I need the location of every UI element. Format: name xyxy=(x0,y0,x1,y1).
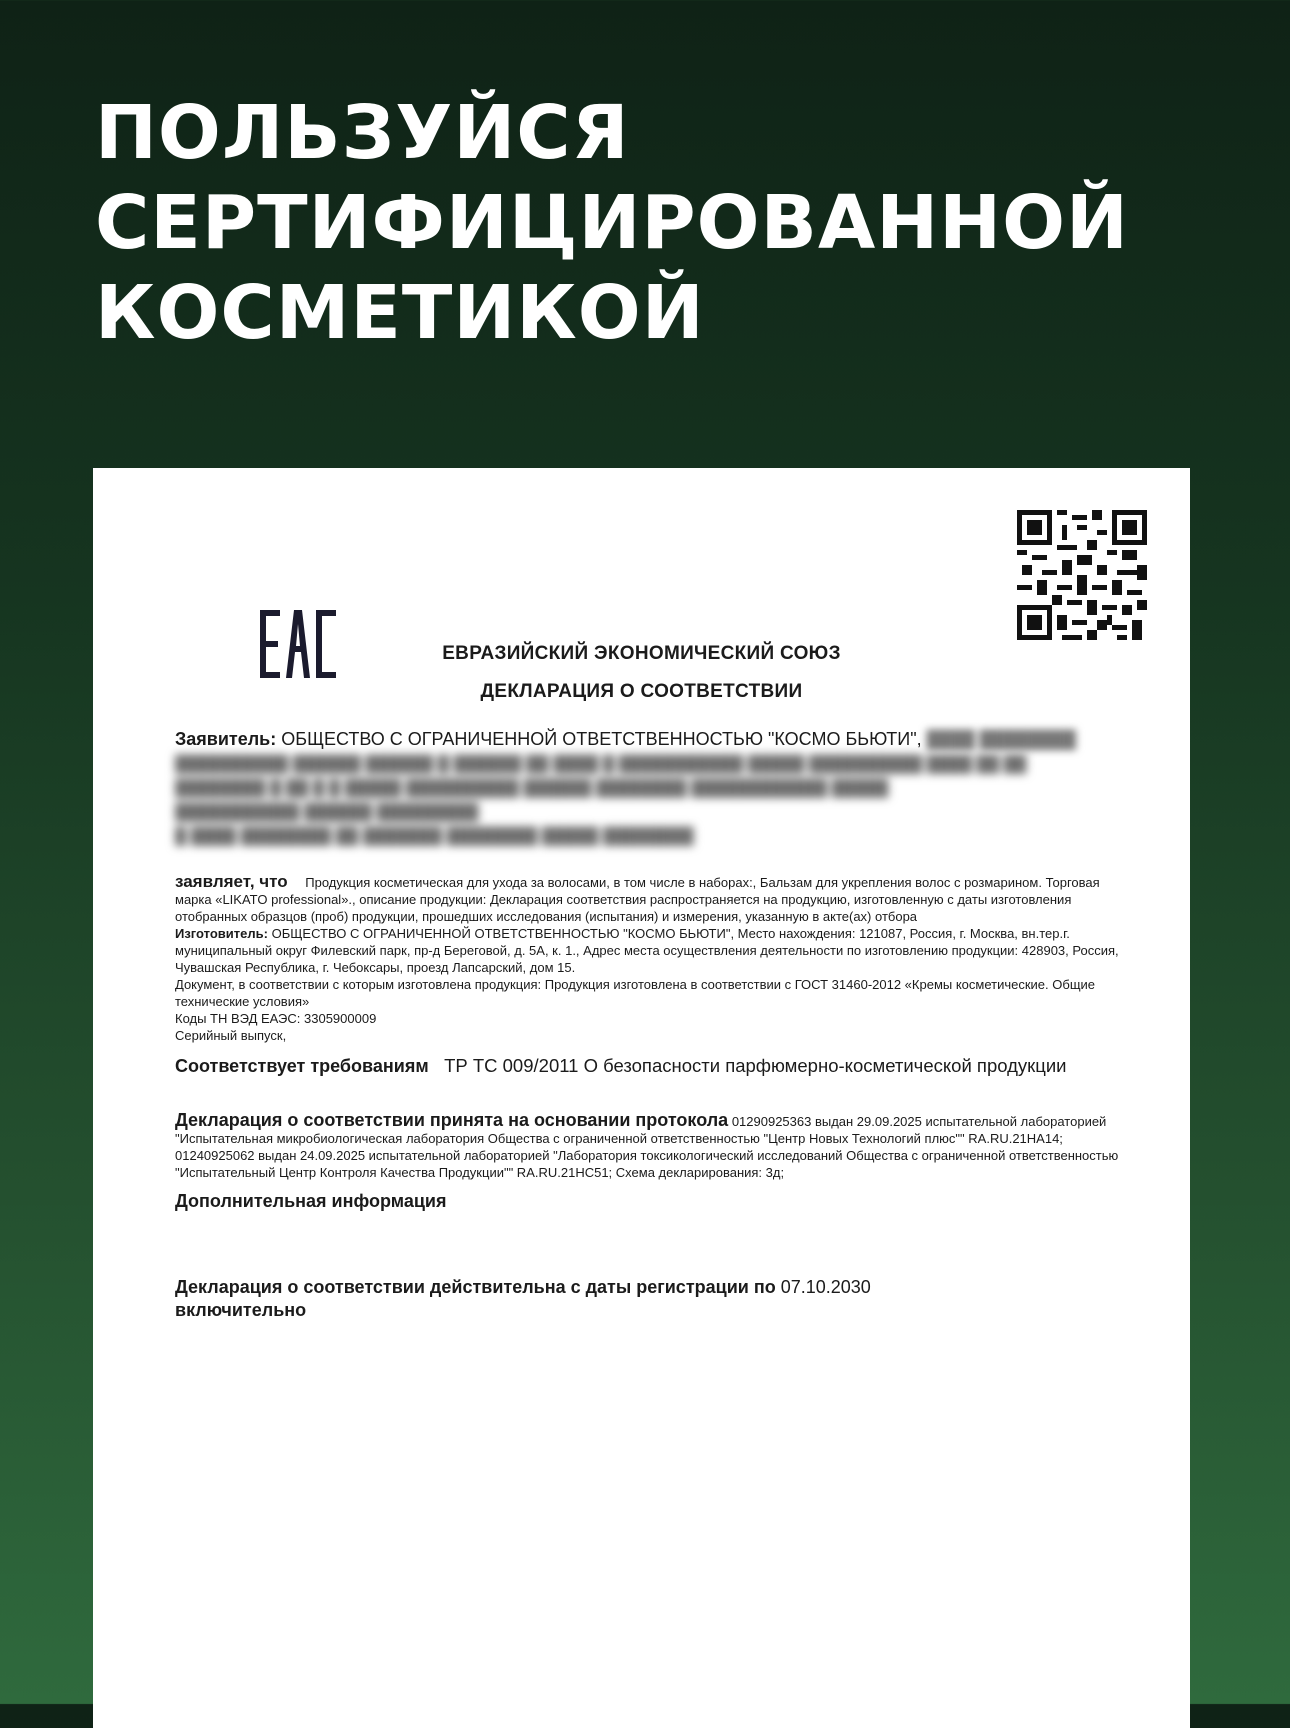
requirements-section xyxy=(175,1054,1120,1078)
validity-suffix: включительно xyxy=(175,1300,307,1320)
validity-section xyxy=(175,1276,1120,1322)
codes-text: Коды ТН ВЭД ЕАЭС: 3305900009 xyxy=(175,1011,377,1026)
validity-label: Декларация о соответствии действительна с даты регистрации по xyxy=(175,1277,776,1297)
standard-text: Документ, в соответствии с которым изготовлена продукция: Продукция изготовлена в соответствии с ГОСТ 31460-2012 «Кремы косметические. Общие технические условия» xyxy=(175,977,1096,1009)
basis-text: 01290925363 выдан 29.09.2025 испытательной лабораторией "Испытательная микробиологическая лаборатория Общества с ограниченной ответственностью "Центр Новых Технологий плюс"" RA.RU.21НА14; 01240925062 выдан 24.09.2025 испытательной лабораторией "Лаборатория токсикологический исследований Общества с ограниченной ответственностью "Испытательный Центр Контроля Качества Продукции"" RA.RU.21НС51; Схема декларирования: 3д; xyxy=(175,1114,1119,1180)
validity-date: 07.10.2030 xyxy=(780,1277,871,1297)
requirements-label: Соответствует требованиям xyxy=(175,1056,429,1076)
applicant-section xyxy=(175,728,1120,751)
declaration-document xyxy=(93,468,1190,1728)
declares-label: заявляет, что xyxy=(175,872,288,891)
additional-info-label: Дополнительная информация xyxy=(175,1191,447,1211)
manufacturer-label: Изготовитель: xyxy=(175,926,268,941)
manufacturer-text: ОБЩЕСТВО С ОГРАНИЧЕННОЙ ОТВЕТСТВЕННОСТЬЮ "КОСМО БЬЮТИ", Место нахождения: 121087, Россия, г. Москва, вн.тер.г. муниципальный округ Филевский парк, пр-д Береговой, д. 5А, к. 1., Адрес места осуществления деятельности по изготовлению продукции: 428903, Россия, Чувашская Республика, г. Чебоксары, проезд Лапсарский, дом 15. xyxy=(175,926,1119,975)
basis-label: Декларация о соответствии принята на основании протокола xyxy=(175,1110,729,1130)
blurred-applicant-details: ██████████ ██████ ██████ █ ██████ ██ ████ █ ███████████ █████ ██████████ ████ ██ ██ ████████ █ ██ █ █ █████ ██████████ ██████ ████████ ████████████ █████ ███████████ ██████ █████████ █ ████ ████████ ██ ███████ ████████ █████ ████████ xyxy=(175,756,1027,845)
qr-code-icon xyxy=(1017,510,1147,640)
headline-line-1: ПОЛЬЗУЙСЯ xyxy=(95,90,630,176)
declares-section xyxy=(175,873,1120,1044)
declaration-title: ДЕКЛАРАЦИЯ О СООТВЕТСТВИИ xyxy=(480,681,803,702)
headline xyxy=(95,88,1129,358)
basis-section xyxy=(175,1112,1120,1181)
requirements-text: ТР ТС 009/2011 О безопасности парфюмерно-косметической продукции xyxy=(444,1055,1067,1076)
blurred-address: ████ ████████ xyxy=(926,730,1076,749)
product-description: Продукция косметическая для ухода за волосами, в том числе в наборах:, Бальзам для укрепления волос с розмарином. Торговая марка «LIKATO professional»., описание продукции: Декларация соответствия распространяется на продукцию, изготовленную с даты изготовления отобранных образцов (проб) продукции, прошедших исследования (испытания) и измерения, указанную в акте(ах) отбора xyxy=(175,875,1100,924)
headline-line-3: КОСМЕТИКОЙ xyxy=(95,270,705,356)
headline-line-2: СЕРТИФИЦИРОВАННОЙ xyxy=(95,180,1129,266)
serial-text: Серийный выпуск, xyxy=(175,1028,287,1043)
declaration-content xyxy=(175,728,1120,1322)
applicant-name: ОБЩЕСТВО С ОГРАНИЧЕННОЙ ОТВЕТСТВЕННОСТЬЮ "КОСМО БЬЮТИ", xyxy=(281,729,922,749)
union-title: ЕВРАЗИЙСКИЙ ЭКОНОМИЧЕСКИЙ СОЮЗ xyxy=(442,643,841,664)
applicant-label: Заявитель: xyxy=(175,729,277,749)
